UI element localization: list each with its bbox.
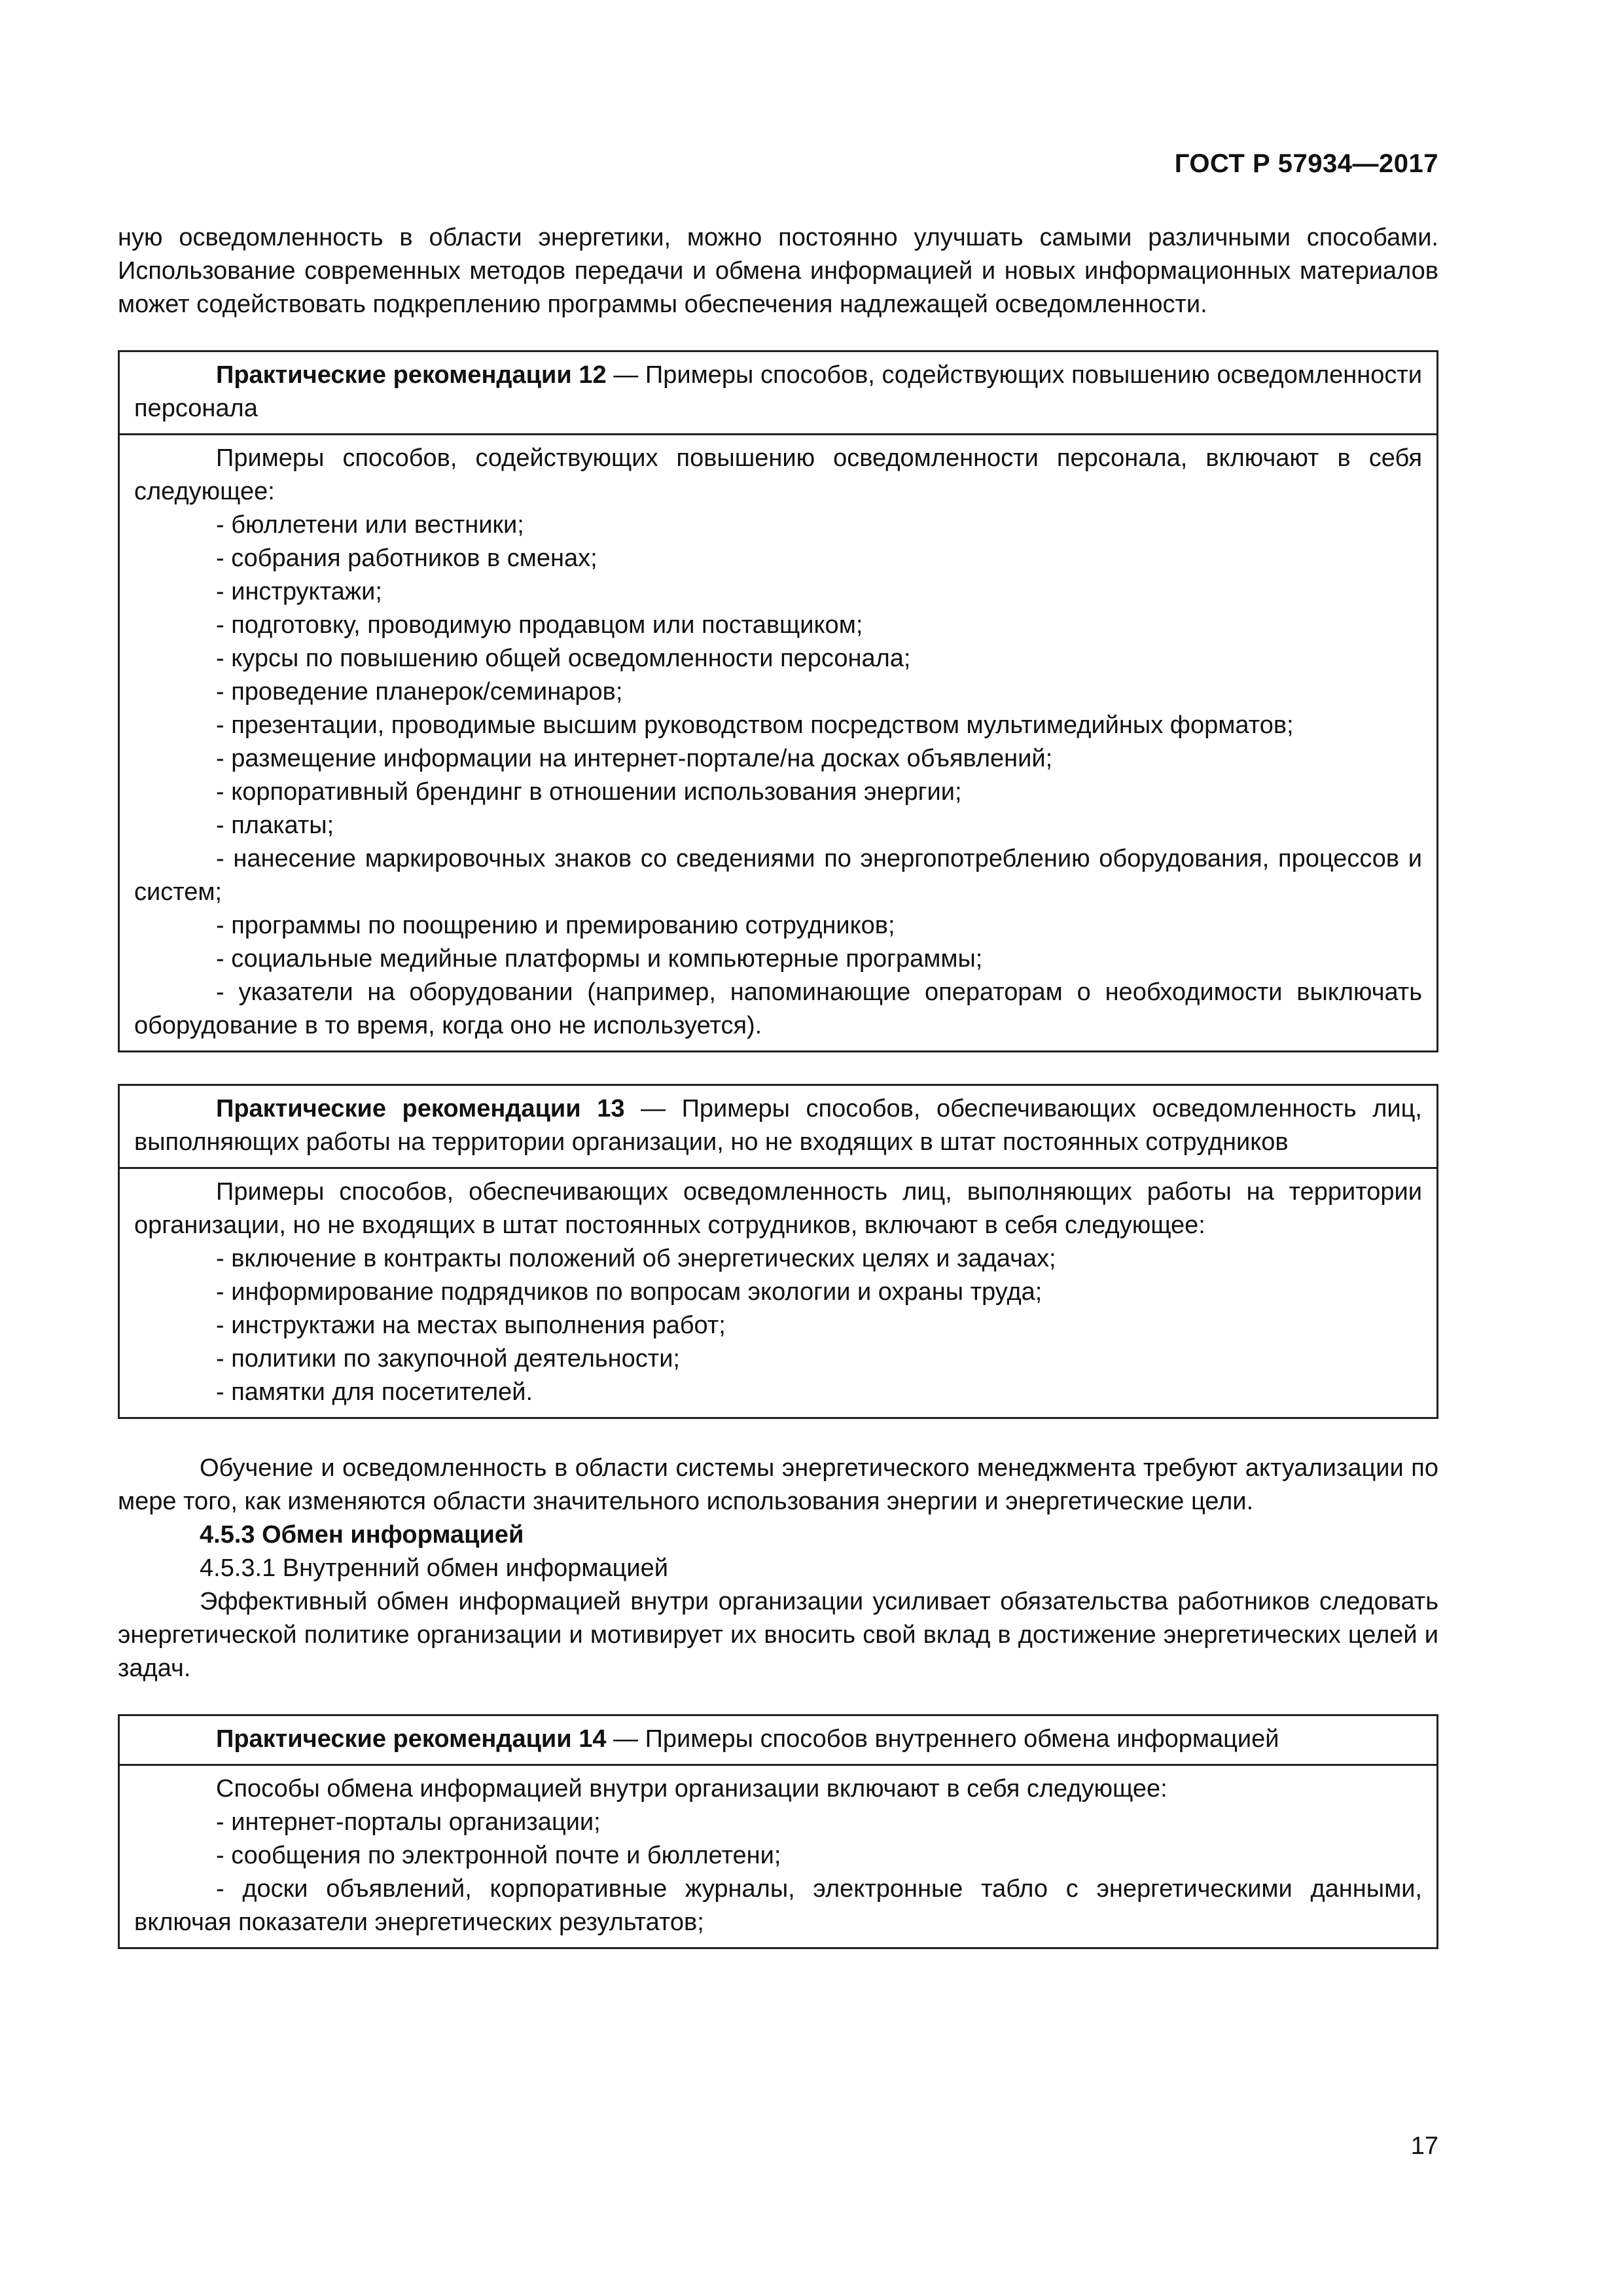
recommendation-box-14-title [120, 1716, 1436, 1766]
recommendation-box-12 [118, 350, 1438, 1052]
list-item: - включение в контракты положений об энергетических целях и задачах; [216, 1245, 1056, 1272]
internal-communication-paragraph: Эффективный обмен информацией внутри организации усиливает обязательства работников следовать энергетической политике организации и мотивирует их вносить свой вклад в достижение энергетических целей и задач. [118, 1588, 1438, 1682]
recommendation-box-14-content [120, 1766, 1436, 1947]
list-item: - памятки для посетителей. [216, 1378, 533, 1406]
list-item: - информирование подрядчиков по вопросам экологии и охраны труда; [216, 1278, 1043, 1306]
list-item: - курсы по повышению общей осведомленности персонала; [216, 645, 911, 672]
recommendation-box-13-content [120, 1169, 1436, 1417]
box-14-title-text: — Примеры способов внутреннего обмена информацией [606, 1725, 1279, 1753]
list-item: - доски объявлений, корпоративные журналы, электронные табло с энергетическими данными, включая показатели энергетических результатов; [134, 1875, 1422, 1936]
list-item: - презентации, проводимые высшим руководством посредством мультимедийных форматов; [216, 711, 1294, 739]
box-13-title-text: — Примеры способов, обеспечивающих осведомленность лиц, выполняющих работы на территории организации, но не входящих в штат постоянных сотрудников [134, 1095, 1422, 1156]
list-item: - размещение информации на интернет-портале/на досках объявлений; [216, 745, 1053, 772]
box-14-title-label: Практические рекомендации 14 [216, 1725, 607, 1753]
recommendation-box-14 [118, 1714, 1438, 1949]
box-13-intro: Примеры способов, обеспечивающих осведомленность лиц, выполняющих работы на территории организации, но не входящих в штат постоянных сотрудников, включают в себя следующее: [134, 1178, 1422, 1239]
list-item: - проведение планерок/семинаров; [216, 678, 623, 706]
list-item: - указатели на оборудовании (например, напоминающие операторам о необходимости выключать оборудование в то время, когда оно не используется). [134, 978, 1422, 1039]
list-item: - бюллетени или вестники; [216, 511, 524, 539]
recommendation-box-13 [118, 1084, 1438, 1419]
box-12-intro: Примеры способов, содействующих повышению осведомленности персонала, включают в себя следующее: [134, 444, 1422, 505]
list-item: - корпоративный брендинг в отношении использования энергии; [216, 778, 962, 806]
page-number: 17 [1410, 2132, 1438, 2160]
list-item: - социальные медийные платформы и компьютерные программы; [216, 945, 983, 973]
list-item: - собрания работников в сменах; [216, 545, 597, 572]
list-item: - плакаты; [216, 812, 334, 839]
box-14-intro: Способы обмена информацией внутри организации включают в себя следующее: [216, 1775, 1168, 1803]
recommendation-box-13-title [120, 1086, 1436, 1169]
intro-paragraph: ную осведомленность в области энергетики, можно постоянно улучшать самыми различными способами. Использование современных методов передачи и обмена информацией и новых информационных материалов может содействовать подкреплению программы обеспечения надлежащей осведомленности. [118, 224, 1438, 318]
document-page [118, 0, 1438, 2296]
recommendation-box-12-content [120, 435, 1436, 1050]
list-item: - сообщения по электронной почте и бюллетени; [216, 1842, 781, 1869]
training-awareness-paragraph: Обучение и осведомленность в области системы энергетического менеджмента требуют актуализации по мере того, как изменяются области значительного использования энергии и энергетические цели. [118, 1454, 1438, 1515]
box-13-title-label: Практические рекомендации 13 [216, 1095, 625, 1122]
list-item: - политики по закупочной деятельности; [216, 1345, 680, 1372]
list-item: - инструктажи на местах выполнения работ; [216, 1312, 726, 1339]
list-item: - нанесение маркировочных знаков со сведениями по энергопотреблению оборудования, процессов и систем; [134, 845, 1422, 906]
list-item: - интернет-порталы организации; [216, 1808, 601, 1836]
document-body [118, 221, 1438, 1949]
box-12-title-label: Практические рекомендации 12 [216, 361, 607, 389]
subsection-heading: 4.5.3.1 Внутренний обмен информацией [200, 1554, 668, 1582]
section-heading: 4.5.3 Обмен информацией [200, 1521, 524, 1549]
list-item: - подготовку, проводимую продавцом или поставщиком; [216, 611, 863, 639]
box-12-title-text: — Примеры способов, содействующих повышению осведомленности персонала [134, 361, 1423, 422]
standard-code-header: ГОСТ Р 57934—2017 [1174, 149, 1438, 178]
list-item: - программы по поощрению и премированию сотрудников; [216, 912, 895, 939]
list-item: - инструктажи; [216, 578, 382, 605]
recommendation-box-12-title [120, 352, 1436, 435]
